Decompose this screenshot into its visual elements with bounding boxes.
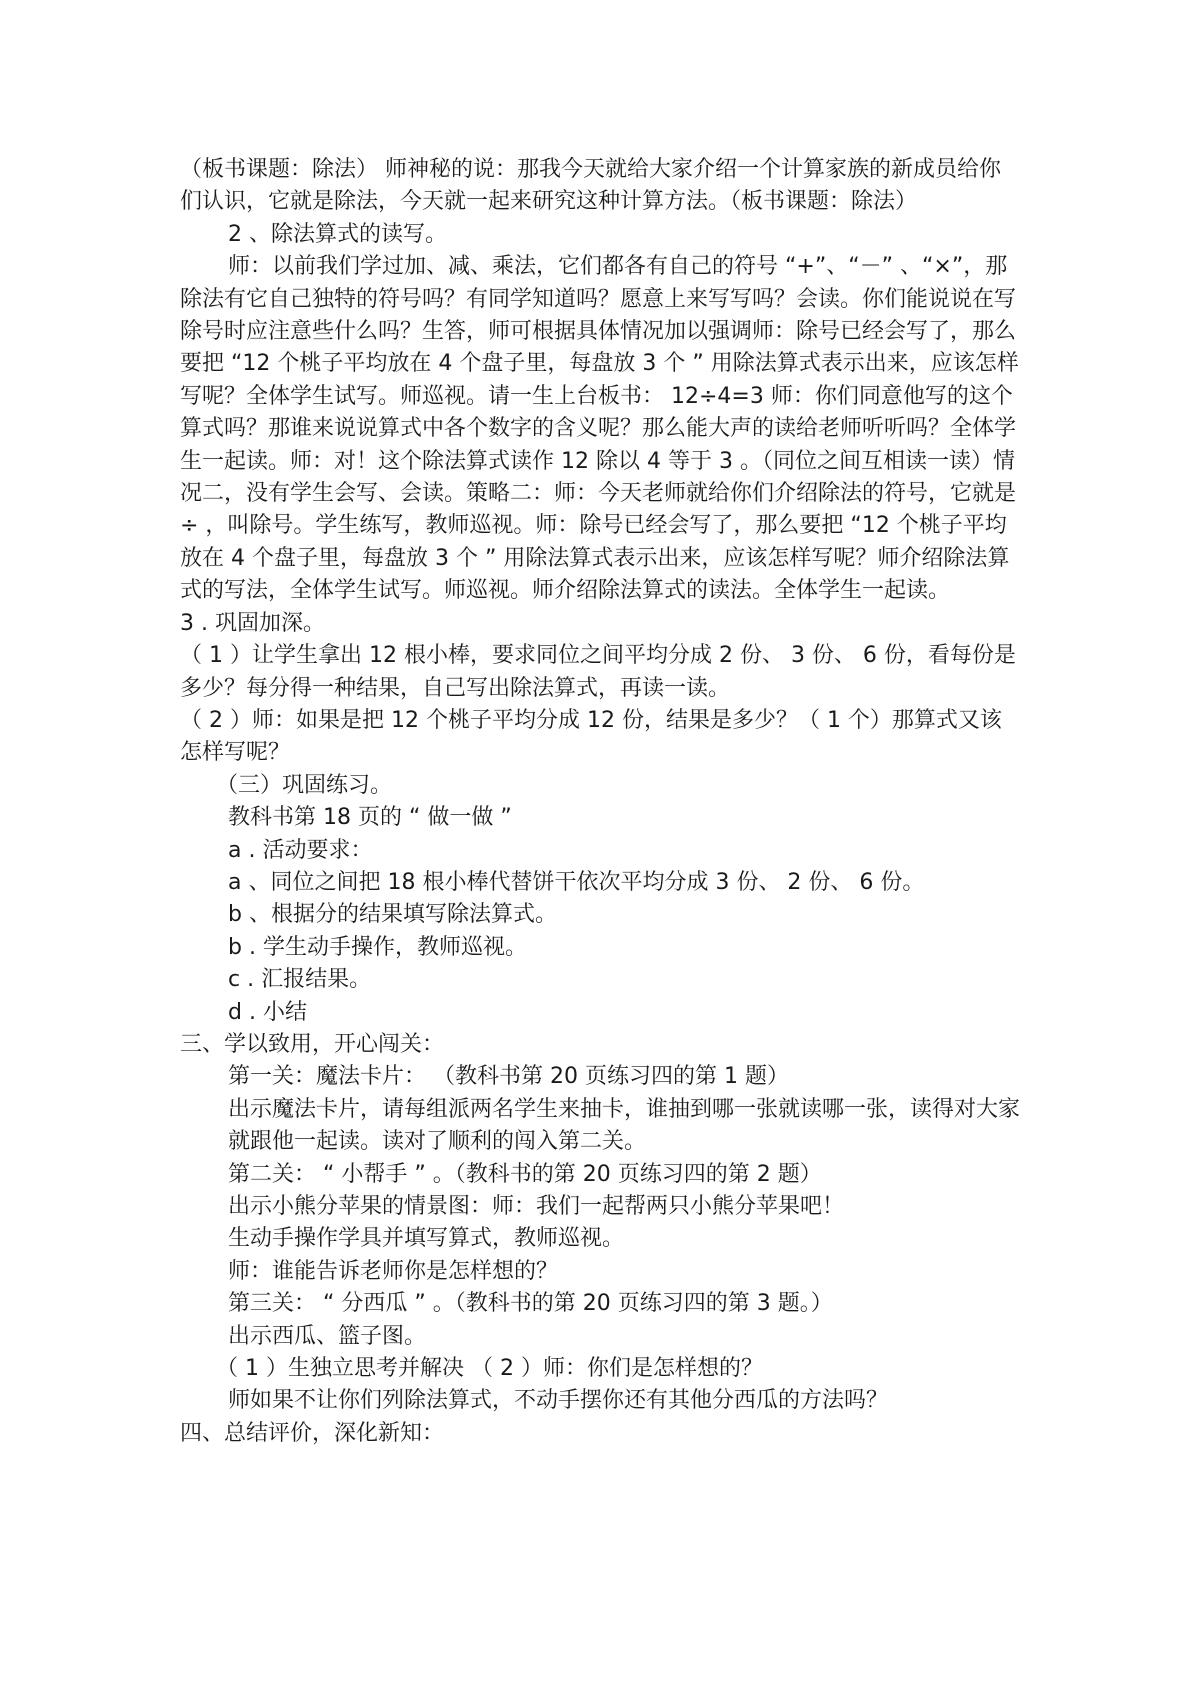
document-body	[180, 154, 1020, 1450]
paragraph-activity-1: （ 1 ）让学生拿出 12 根小棒，要求同位之间平均分成 2 份、 3 份、 6 份，看每份是多少？每分得一种结果，自己写出除法算式，再读一读。	[180, 643, 1016, 701]
section-heading-practice: （三）巩固练习。	[216, 772, 393, 798]
list-item-b-fill: b 、根据分的结果填写除法算式。	[228, 902, 557, 928]
text-level-2-question: 师：谁能告诉老师你是怎样想的？	[228, 1258, 559, 1284]
text-level-3: 第三关： “ 分西瓜 ” 。（教科书的第 20 页练习四的第 3 题。）	[228, 1291, 833, 1317]
text-level-2-operate: 生动手操作学具并填写算式，教师巡视。	[228, 1226, 625, 1252]
text-level-2: 第二关： “ 小帮手 ” 。（教科书的第 20 页练习四的第 2 题）	[228, 1161, 822, 1187]
section-heading-consolidate: 3 . 巩固加深。	[180, 610, 325, 636]
list-item-c-report: c . 汇报结果。	[228, 967, 372, 993]
paragraph-intro: （板书课题：除法） 师神秘的说：那我今天就给大家介绍一个计算家族的新成员给你们认识，它就是除法，今天就一起来研究这种计算方法。（板书课题：除法）	[180, 157, 1001, 215]
paragraph-activity-2: （ 2 ）师：如果是把 12 个桃子平均分成 12 份，结果是多少？（ 1 个）那算式又该怎样写呢？	[180, 707, 1002, 766]
text-level-2-scene: 出示小熊分苹果的情景图：师：我们一起帮两只小熊分苹果吧！	[228, 1194, 845, 1219]
list-item-d-summary: d . 小结	[228, 999, 307, 1025]
list-item-a-requirements: a . 活动要求：	[228, 837, 373, 863]
paragraph-level-1-detail: 出示魔法卡片，请每组派两名学生来抽卡，谁抽到哪一张就读哪一张，读得对大家就跟他一起读。读对了顺利的闯入第二关。	[228, 1096, 1021, 1155]
paragraph-teacher-dialogue: 师：以前我们学过加、减、乘法，它们都各有自己的符号 “+”、“－” 、“×”，那除法有它自己独特的符号吗？有同学知道吗？愿意上来写写吗？会读。你们能说说在写除号时应注意些什么吗？生答，师可根据具体情况加以强调师：除号已经会写了，那么要把 “12 个桃子平均放在 4 个盘子里，每盘放 3 个 ” 用除法算式表示出来，应该怎样写呢？全体学生试写。师巡视。请一生上台板书： 12÷4=3 师：你们同意他写的这个算式吗？那谁来说说算式中各个数字的含义呢？那么能大声的读给老师听听吗？全体学生一起读。师：对！这个除法算式读作 12 除以 4 等于 3 。（同位之间互相读一读）情况二，没有学生会写、会读。策略二：师：今天老师就给你们介绍除法的符号，它就是 ÷ ，叫除号。学生练写，教师巡视。师：除号已经会写了，那么要把 “12 个桃子平均放在 4 个盘子里，每盘放 3 个 ” 用除法算式表示出来，应该怎样写呢？师介绍除法算式的写法，全体学生试写。师巡视。师介绍除法算式的读法。全体学生一起读。	[180, 254, 1019, 604]
section-heading-summary: 四、总结评价，深化新知：	[180, 1420, 445, 1446]
section-heading-division-notation: 2 、除法算式的读写。	[228, 221, 447, 247]
list-item-b-operate: b . 学生动手操作，教师巡视。	[228, 934, 527, 960]
text-level-3-steps: （ 1 ）生独立思考并解决 （ 2 ）师：你们是怎样想的？	[216, 1356, 763, 1382]
text-level-3-picture: 出示西瓜、篮子图。	[228, 1323, 427, 1349]
text-textbook-reference: 教科书第 18 页的 “ 做一做 ”	[228, 805, 512, 831]
text-level-3-other-methods: 师如果不让你们列除法算式，不动手摆你还有其他分西瓜的方法吗？	[228, 1388, 889, 1414]
text-level-1: 第一关：魔法卡片： （教科书第 20 页练习四的第 1 题）	[228, 1064, 789, 1090]
list-item-a-sticks: a 、同位之间把 18 根小棒代替饼干依次平均分成 3 份、 2 份、 6 份。	[228, 869, 925, 895]
section-heading-apply: 三、学以致用，开心闯关：	[180, 1031, 445, 1057]
